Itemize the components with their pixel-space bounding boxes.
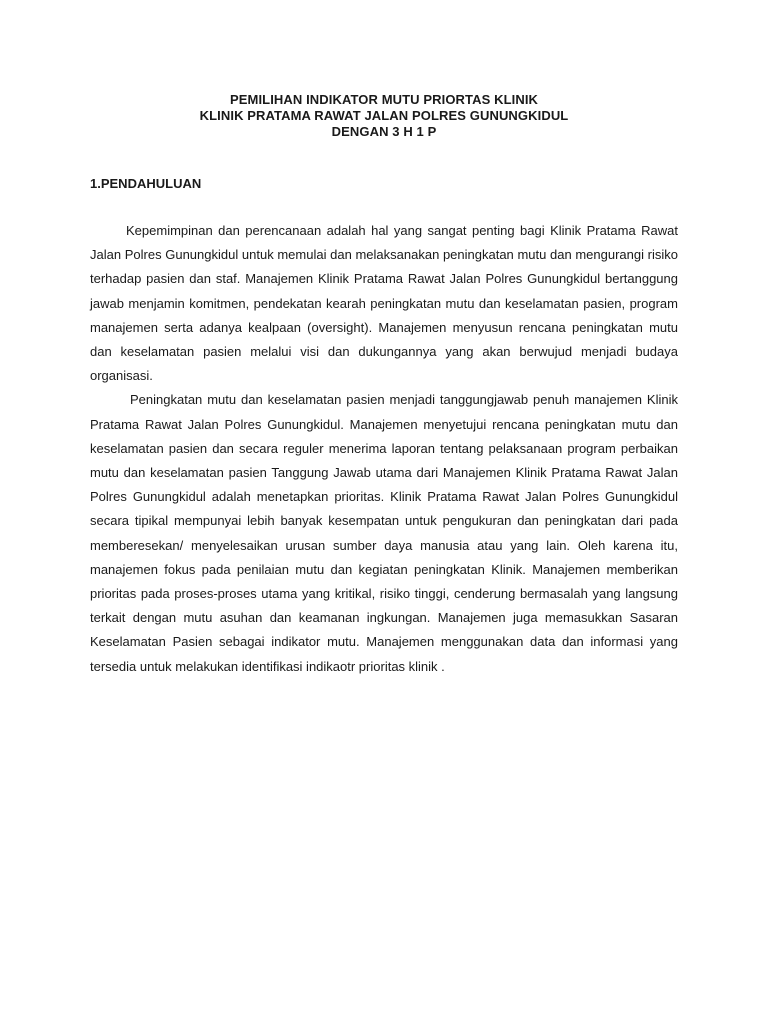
section-heading: 1.PENDAHULUAN xyxy=(90,176,202,191)
title-line-2: KLINIK PRATAMA RAWAT JALAN POLRES GUNUNGKIDUL xyxy=(199,108,569,123)
paragraph-1: Kepemimpinan dan perencanaan adalah hal yang sangat penting bagi Klinik Pratama Rawat Jalan Polres Gunungkidul untuk memulai dan melaksanakan peningkatan mutu dan mengurangi risiko terhadap pasien dan staf. Manajemen Klinik Pratama Rawat Jalan Polres Gunungkidul bertanggung jawab menjamin komitmen, pendekatan kearah peningkatan mutu dan keselamatan pasien, program manajemen serta adanya kealpaan (oversight). Manajemen menyusun rencana peningkatan mutu dan keselamatan pasien melalui visi dan dukungannya yang akan berwujud menjadi budaya organisasi. xyxy=(90,223,678,384)
document-title xyxy=(0,92,768,140)
paragraph-2: Peningkatan mutu dan keselamatan pasien menjadi tanggungjawab penuh manajemen Klinik Pratama Rawat Jalan Polres Gunungkidul. Manajemen menyetujui rencana peningkatan mutu dan keselamatan pasien dan secara reguler menerima laporan tentang pelaksanaan program perbaikan mutu dan keselamatan pasien Tanggung Jawab utama dari Manajemen Klinik Pratama Rawat Jalan Polres Gunungkidul adalah menetapkan prioritas. Klinik Pratama Rawat Jalan Polres Gunungkidul secara tipikal mempunyai lebih banyak kesempatan untuk pengukuran dan peningkatan dari pada memberesekan/ menyelesaikan urusan sumber daya manusia atau yang lain. Oleh karena itu, manajemen fokus pada penilaian mutu dan kegiatan peningkatan Klinik. Manajemen memberikan prioritas pada proses-proses utama yang kritikal, risiko tinggi, cenderung bermasalah yang langsung terkait dengan mutu asuhan dan keamanan ingkungan. Manajemen juga memasukkan Sasaran Keselamatan Pasien sebagai indikator mutu. Manajemen menggunakan data dan informasi yang tersedia untuk melakukan identifikasi indikaotr prioritas klinik . xyxy=(90,392,678,674)
title-line-1: PEMILIHAN INDIKATOR MUTU PRIORTAS KLINIK xyxy=(229,92,539,107)
title-line-3: DENGAN 3 H 1 P xyxy=(331,124,437,139)
body-text xyxy=(90,219,678,679)
